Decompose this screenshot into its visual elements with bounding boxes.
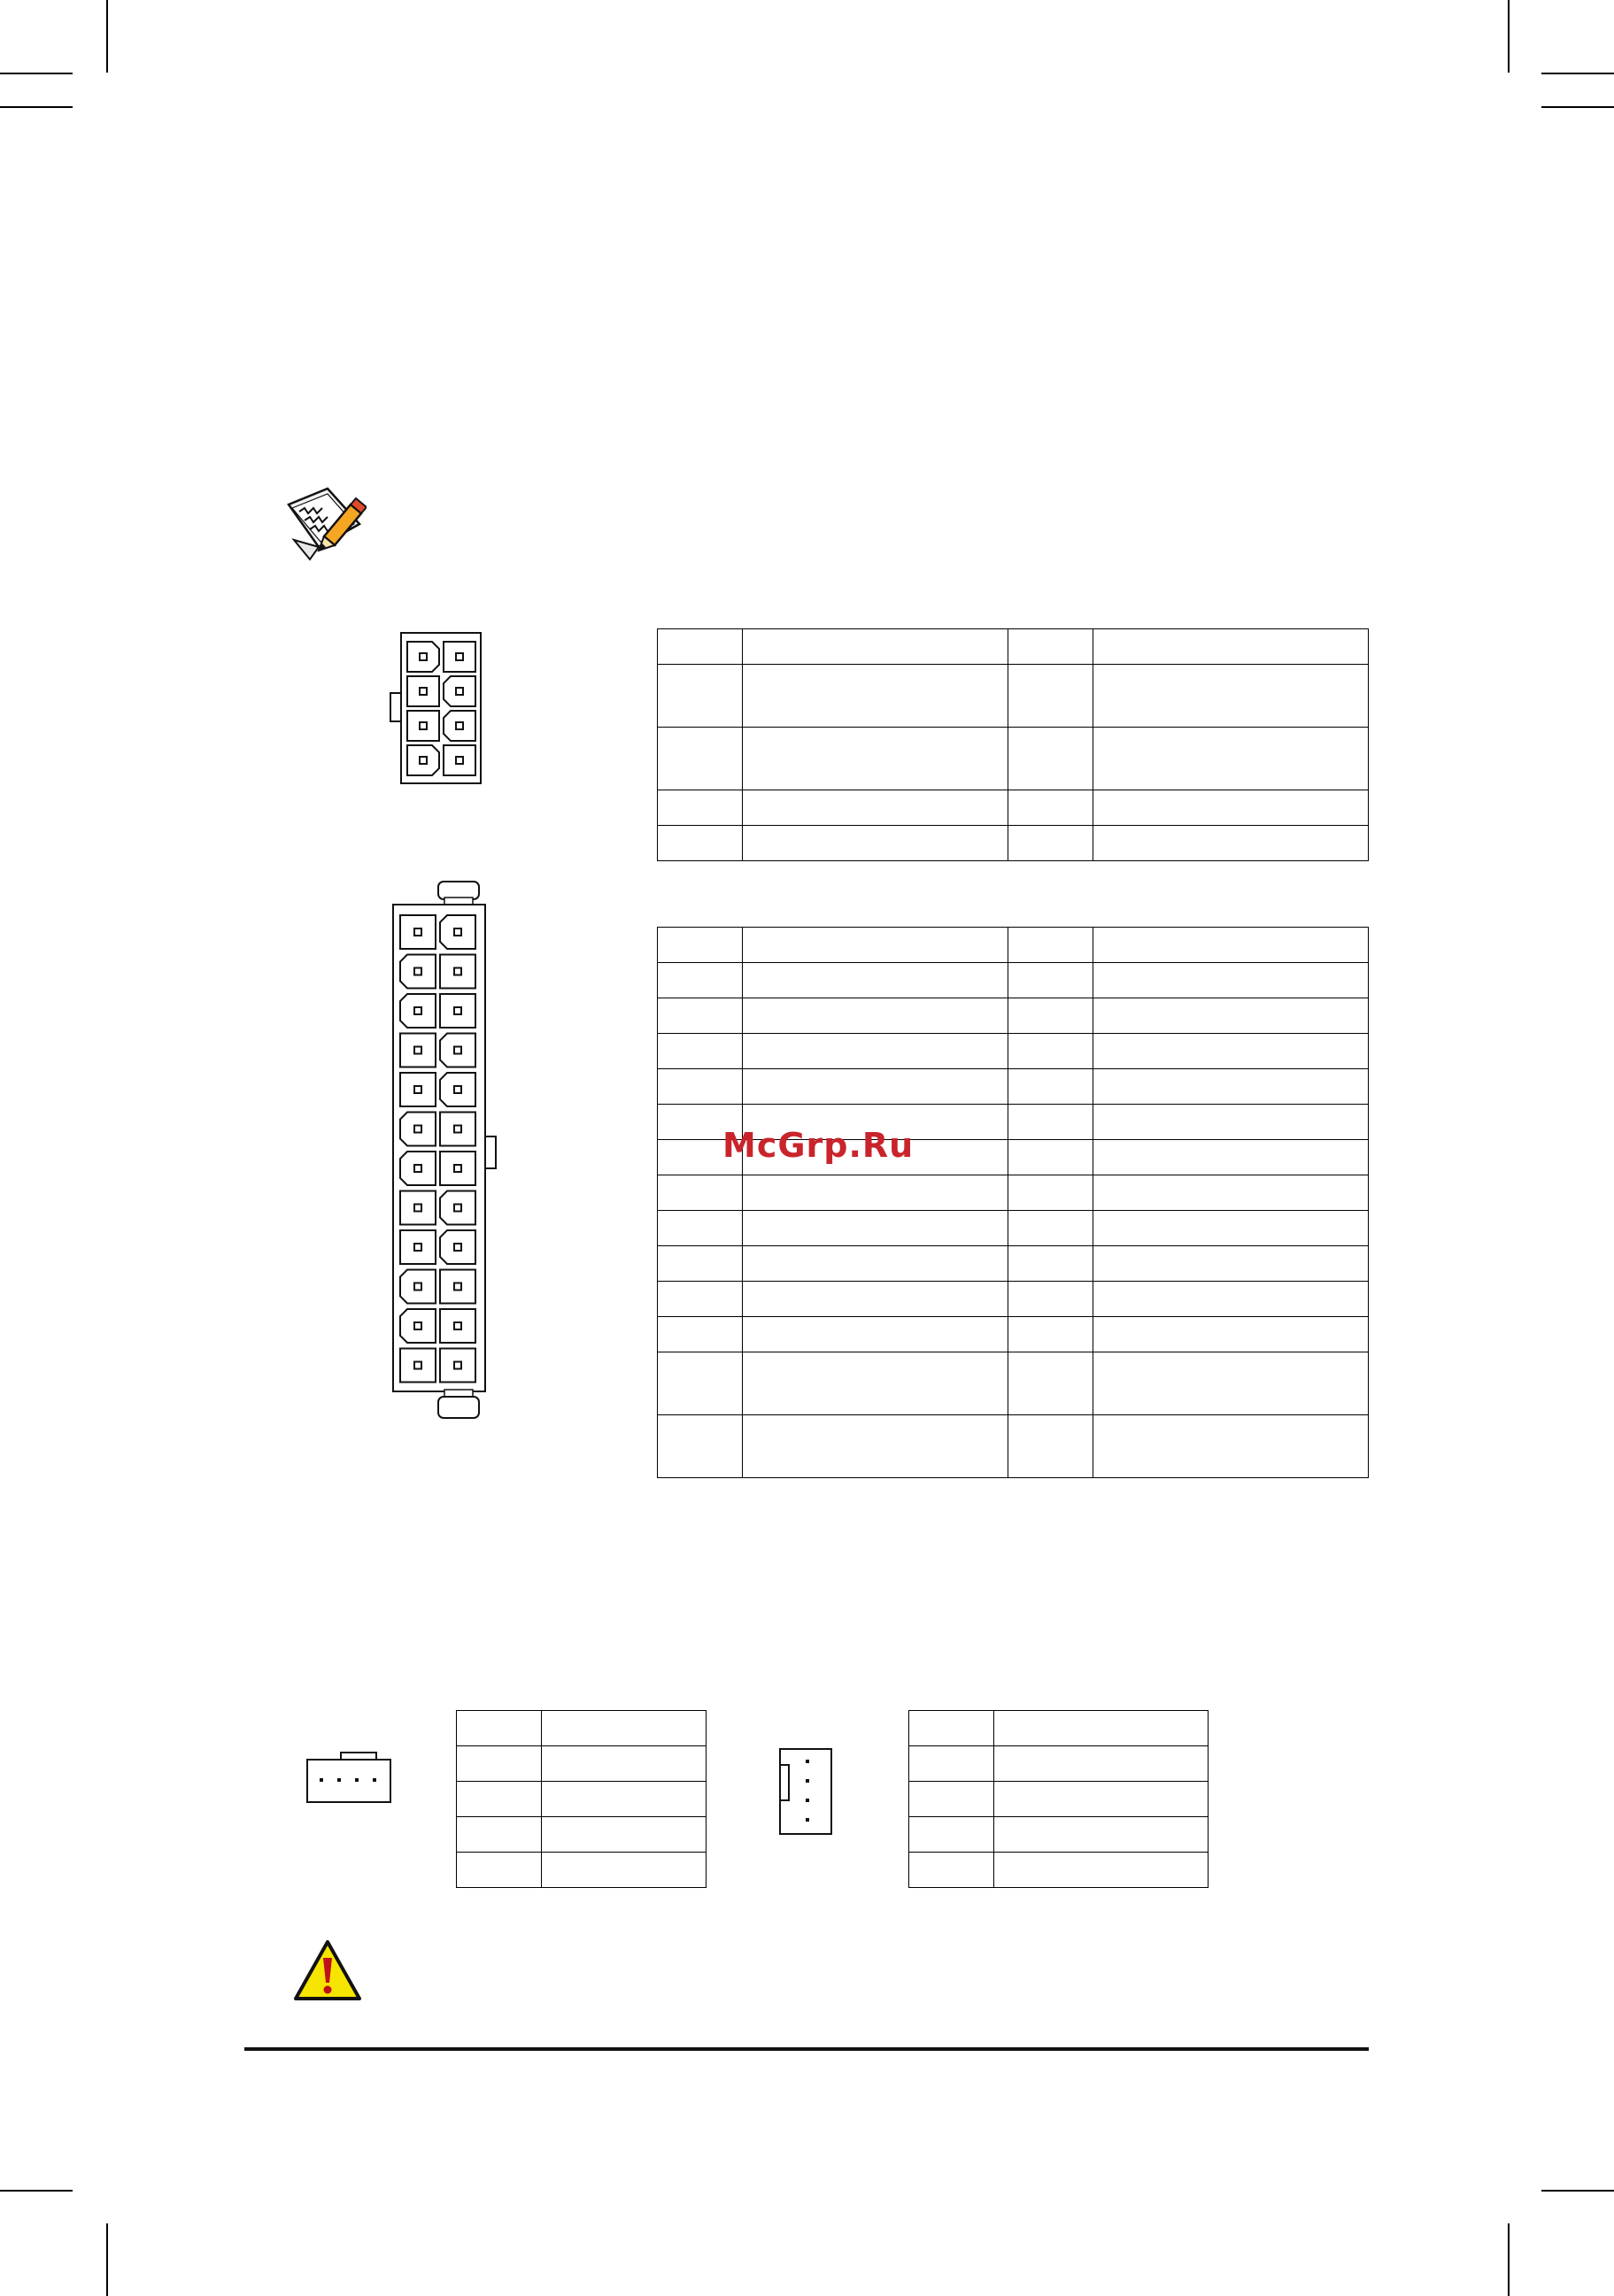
- table-cell: [1008, 1352, 1093, 1415]
- table-row: [457, 1711, 707, 1746]
- table-cell: [542, 1711, 707, 1746]
- table-cell: [909, 1711, 994, 1746]
- table-cell: [658, 1352, 743, 1415]
- pin-contact: [454, 1362, 461, 1369]
- table-row: [457, 1817, 707, 1853]
- table-row: [658, 1069, 1369, 1105]
- table-row: [658, 928, 1369, 963]
- pin-contact: [454, 1126, 461, 1133]
- pin-contact: [454, 1205, 461, 1212]
- table-cell: [1008, 998, 1093, 1034]
- table-row: [457, 1746, 707, 1782]
- pin-contact: [414, 968, 421, 975]
- table-cell: [743, 826, 1008, 861]
- table-cell: [743, 665, 1008, 728]
- table-cell: [1008, 963, 1093, 998]
- table-row: [909, 1853, 1209, 1888]
- pin-contact: [414, 1086, 421, 1093]
- table-cell: [1093, 928, 1369, 963]
- atx-12v-pin-table: [657, 628, 1369, 861]
- table-cell: [658, 1211, 743, 1246]
- pin-contact: [454, 1283, 461, 1291]
- table-cell: [743, 1069, 1008, 1105]
- fan-header-pin-table: [456, 1710, 707, 1888]
- table-cell: [743, 1415, 1008, 1478]
- table-cell: [1093, 998, 1369, 1034]
- pin-contact: [454, 1322, 461, 1329]
- pin-contact: [420, 757, 427, 764]
- table-cell: [1008, 790, 1093, 826]
- table-cell: [1008, 1282, 1093, 1317]
- table-row: [658, 1034, 1369, 1069]
- pin-contact: [414, 1244, 421, 1251]
- table-cell: [909, 1853, 994, 1888]
- table-cell: [1093, 1175, 1369, 1211]
- table-cell: [1008, 665, 1093, 728]
- table-cell: [1093, 1317, 1369, 1352]
- table-cell: [743, 998, 1008, 1034]
- pin-contact: [454, 1244, 461, 1251]
- atx-24pin-table: [657, 927, 1369, 1478]
- table-row: [658, 1352, 1369, 1415]
- pin-contact: [456, 653, 463, 660]
- page-divider: [244, 2047, 1369, 2051]
- crop-mark: [1541, 106, 1614, 108]
- table-row: [658, 728, 1369, 790]
- crop-mark: [106, 0, 108, 73]
- table-cell: [1093, 826, 1369, 861]
- note-pencil-icon: [283, 485, 367, 561]
- table-row: [658, 790, 1369, 826]
- pin-contact: [414, 1362, 421, 1369]
- pin-contact: [454, 1165, 461, 1172]
- pin-contact: [456, 757, 463, 764]
- atx-24pin-connector: [388, 880, 499, 1427]
- pin-contact: [454, 1047, 461, 1054]
- pin-contact: [454, 1007, 461, 1014]
- table-cell: [658, 1175, 743, 1211]
- table-cell: [542, 1817, 707, 1853]
- table-cell: [1093, 1246, 1369, 1282]
- table-row: [658, 1246, 1369, 1282]
- crop-mark: [0, 106, 73, 108]
- table-cell: [658, 629, 743, 665]
- table-cell: [658, 1415, 743, 1478]
- pin-contact: [414, 1007, 421, 1014]
- pin-contact: [414, 1047, 421, 1054]
- table-cell: [1093, 1105, 1369, 1140]
- fan-header-horizontal: [305, 1751, 393, 1806]
- table-cell: [1093, 790, 1369, 826]
- table-cell: [1008, 728, 1093, 790]
- fan-header-vertical: [777, 1747, 834, 1836]
- table-cell: [909, 1817, 994, 1853]
- table-cell: [1093, 1282, 1369, 1317]
- table-cell: [457, 1853, 542, 1888]
- table-cell: [1093, 1034, 1369, 1069]
- table-cell: [658, 1282, 743, 1317]
- table-cell: [1093, 665, 1369, 728]
- table-cell: [658, 1069, 743, 1105]
- table-row: [658, 665, 1369, 728]
- table-cell: [743, 1211, 1008, 1246]
- table-cell: [743, 1246, 1008, 1282]
- table-cell: [542, 1746, 707, 1782]
- pin-contact: [414, 928, 421, 936]
- table-row: [658, 963, 1369, 998]
- table-cell: [658, 665, 743, 728]
- table-row: [658, 1211, 1369, 1246]
- table-row: [457, 1782, 707, 1817]
- table-cell: [1093, 1211, 1369, 1246]
- table-cell: [1008, 1105, 1093, 1140]
- table-row: [658, 826, 1369, 861]
- pin-contact: [454, 1086, 461, 1093]
- watermark: McGrp.Ru: [722, 1126, 915, 1165]
- table-cell: [994, 1817, 1209, 1853]
- table-cell: [994, 1782, 1209, 1817]
- pin-contact: [456, 722, 463, 729]
- crop-mark: [0, 2190, 73, 2192]
- pin-contact: [414, 1165, 421, 1172]
- table-cell: [658, 1246, 743, 1282]
- table-row: [658, 629, 1369, 665]
- table-cell: [743, 928, 1008, 963]
- table-cell: [743, 1034, 1008, 1069]
- pin-contact: [414, 1322, 421, 1329]
- table-cell: [743, 790, 1008, 826]
- crop-mark: [1541, 2190, 1614, 2192]
- table-cell: [457, 1817, 542, 1853]
- atx-12v-8pin-connector: [387, 631, 484, 786]
- table-cell: [1008, 629, 1093, 665]
- table-cell: [542, 1782, 707, 1817]
- pin-contact: [454, 928, 461, 936]
- table-cell: [658, 1034, 743, 1069]
- table-cell: [1093, 1352, 1369, 1415]
- pin-contact: [420, 722, 427, 729]
- table-cell: [743, 629, 1008, 665]
- table-cell: [658, 790, 743, 826]
- table-cell: [1093, 1069, 1369, 1105]
- table-cell: [1008, 928, 1093, 963]
- table-cell: [658, 826, 743, 861]
- table-cell: [542, 1853, 707, 1888]
- table-row: [909, 1746, 1209, 1782]
- table-cell: [457, 1711, 542, 1746]
- table-cell: [457, 1746, 542, 1782]
- crop-mark: [106, 2223, 108, 2296]
- pin-contact: [414, 1126, 421, 1133]
- crop-mark: [1541, 73, 1614, 74]
- pin-contact: [420, 653, 427, 660]
- table-cell: [1008, 1415, 1093, 1478]
- table-cell: [994, 1711, 1209, 1746]
- table-cell: [658, 963, 743, 998]
- table-row: [909, 1817, 1209, 1853]
- table-row: [909, 1782, 1209, 1817]
- table-cell: [909, 1746, 994, 1782]
- table-cell: [457, 1782, 542, 1817]
- table-cell: [658, 998, 743, 1034]
- table-cell: [994, 1853, 1209, 1888]
- pin-contact: [456, 688, 463, 695]
- table-cell: [658, 728, 743, 790]
- table-cell: [1093, 728, 1369, 790]
- table-cell: [1008, 1140, 1093, 1175]
- table-cell: [743, 1282, 1008, 1317]
- table-cell: [1008, 1246, 1093, 1282]
- table-row: [658, 1415, 1369, 1478]
- table-cell: [1008, 1211, 1093, 1246]
- table-cell: [658, 1317, 743, 1352]
- pin-contact: [414, 1205, 421, 1212]
- table-cell: [743, 1352, 1008, 1415]
- table-cell: [994, 1746, 1209, 1782]
- pin-contact: [454, 968, 461, 975]
- table-cell: [909, 1782, 994, 1817]
- table-cell: [743, 963, 1008, 998]
- table-cell: [1008, 1175, 1093, 1211]
- table-cell: [1008, 1069, 1093, 1105]
- table-cell: [1093, 1415, 1369, 1478]
- pin-contact: [420, 688, 427, 695]
- table-cell: [1093, 1140, 1369, 1175]
- table-row: [658, 1317, 1369, 1352]
- table-row: [909, 1711, 1209, 1746]
- crop-mark: [1508, 0, 1510, 73]
- table-cell: [1093, 963, 1369, 998]
- table-cell: [743, 1175, 1008, 1211]
- table-cell: [743, 1317, 1008, 1352]
- table-row: [658, 1175, 1369, 1211]
- table-row: [658, 998, 1369, 1034]
- crop-mark: [0, 73, 73, 74]
- warning-triangle-icon: [292, 1938, 363, 2002]
- table-cell: [1093, 629, 1369, 665]
- table-cell: [1008, 826, 1093, 861]
- fan-header-pin-table: [908, 1710, 1209, 1888]
- table-row: [457, 1853, 707, 1888]
- table-cell: [1008, 1034, 1093, 1069]
- pin-contact: [414, 1283, 421, 1291]
- table-cell: [743, 728, 1008, 790]
- crop-mark: [1508, 2223, 1510, 2296]
- table-cell: [1008, 1317, 1093, 1352]
- table-row: [658, 1282, 1369, 1317]
- table-cell: [658, 928, 743, 963]
